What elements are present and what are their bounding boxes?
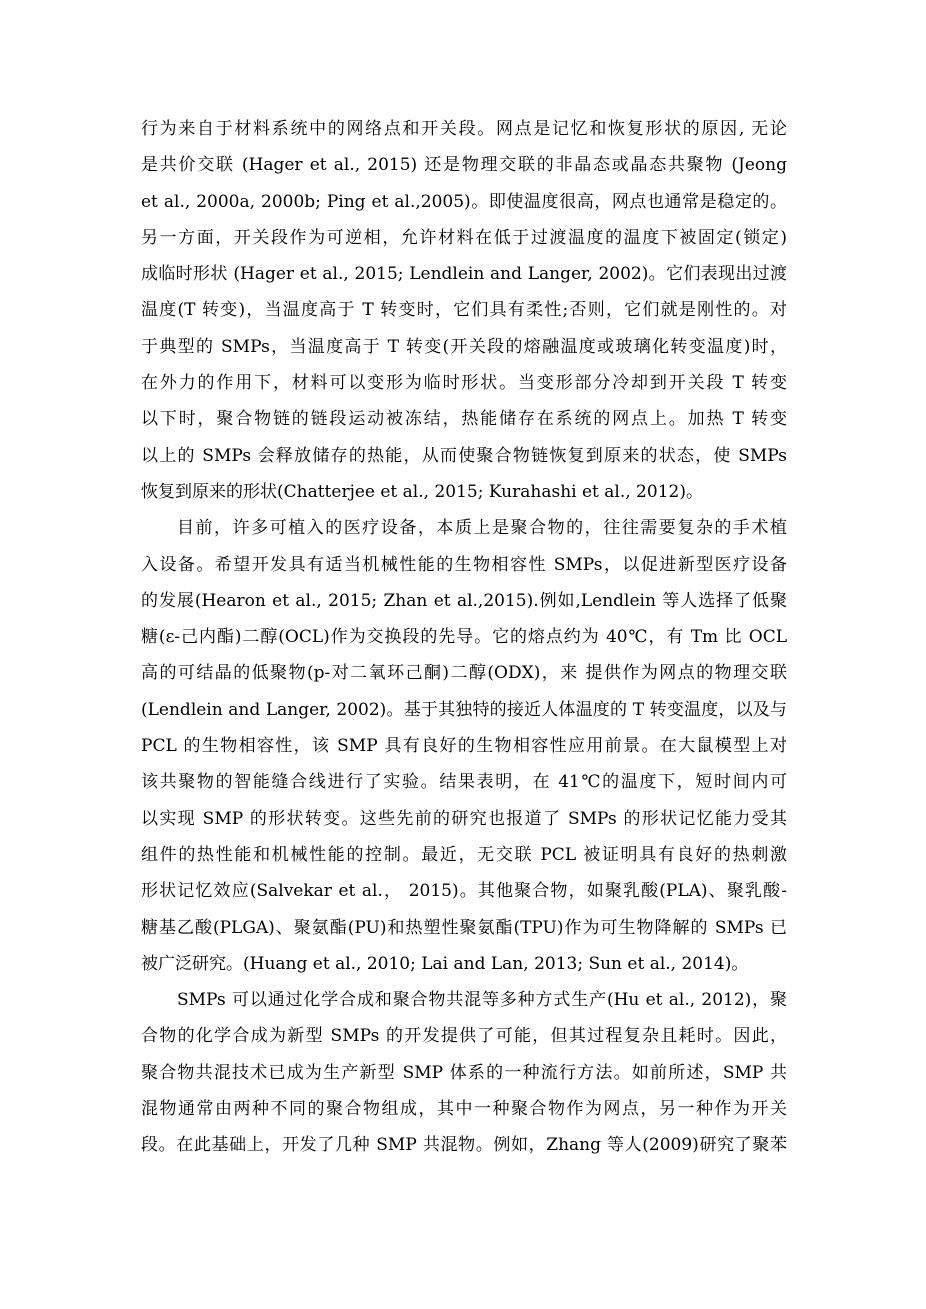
text-line: 被广泛研究。(Huang et al., 2010; Lai and Lan, 2013; Sun et al., 2014)。 xyxy=(141,953,749,974)
text-line: 的发展(Hearon et al., 2015; Zhan et al.,2015).例如,Lendlein 等人选择了低聚 xyxy=(141,590,787,611)
text-line: 糖(ε-己内酯)二醇(OCL)作为交换段的先导。它的熔点约为 40℃，有 Tm 比 OCL xyxy=(141,627,787,648)
text-line: 以实现 SMP 的形状转变。这些先前的研究也报道了 SMPs 的形状记忆能力受其 xyxy=(141,808,787,829)
text-line: 恢复到原来的形状(Chatterjee et al., 2015; Kurahashi et al., 2012)。 xyxy=(141,481,703,502)
text-line: 以下时，聚合物链的链段运动被冻结，热能储存在系统的网点上。加热 T 转变 xyxy=(141,409,787,430)
text-line: 以上的 SMPs 会释放储存的热能，从而使聚合物链恢复到原来的状态，使 SMPs xyxy=(141,445,787,466)
text-line: 温度(T 转变)，当温度高于 T 转变时，它们具有柔性;否则，它们就是刚性的。对 xyxy=(141,300,787,321)
text-line: 组件的热性能和机械性能的控制。最近，无交联 PCL 被证明具有良好的热刺激 xyxy=(141,844,787,865)
text-line: 混物通常由两种不同的聚合物组成，其中一种聚合物作为网点，另一种作为开关 xyxy=(141,1099,787,1120)
text-line: 段。在此基础上，开发了几种 SMP 共混物。例如，Zhang 等人(2009)研究了聚苯 xyxy=(141,1135,787,1156)
text-line: 另一方面，开关段作为可逆相，允许材料在低于过渡温度的温度下被固定(锁定) xyxy=(141,227,787,248)
text-line: 形状记忆效应(Salvekar et al.， 2015)。其他聚合物，如聚乳酸(PLA)、聚乳酸- xyxy=(141,881,787,902)
text-line: 成临时形状 (Hager et al., 2015; Lendlein and Langer, 2002)。它们表现出过渡 xyxy=(141,264,787,285)
text-line: 高的可结晶的低聚物(p-对二氧环己酮)二醇(ODX)，来 提供作为网点的物理交联 xyxy=(141,663,787,684)
text-line: SMPs 可以通过化学合成和聚合物共混等多种方式生产(Hu et al., 2012)，聚 xyxy=(177,990,787,1011)
text-line: 在外力的作用下，材料可以变形为临时形状。当变形部分冷却到开关段 T 转变 xyxy=(141,373,787,394)
text-line: 于典型的 SMPs，当温度高于 T 转变(开关段的熔融温度或玻璃化转变温度)时， xyxy=(141,336,787,357)
body-text xyxy=(141,111,787,1164)
text-line: PCL 的生物相容性，该 SMP 具有良好的生物相容性应用前景。在大鼠模型上对 xyxy=(141,736,787,757)
text-line: et al., 2000a, 2000b; Ping et al.,2005)。即使温度很高，网点也通常是稳定的。 xyxy=(141,191,787,212)
text-line: 聚合物共混技术已成为生产新型 SMP 体系的一种流行方法。如前所述，SMP 共 xyxy=(141,1062,787,1083)
text-line: (Lendlein and Langer, 2002)。基于其独特的接近人体温度的 T 转变温度，以及与 xyxy=(141,699,787,720)
text-line: 糖基乙酸(PLGA)、聚氨酯(PU)和热塑性聚氨酯(TPU)作为可生物降解的 SMPs 已 xyxy=(141,917,787,938)
paragraph xyxy=(141,510,787,982)
text-line: 目前，许多可植入的医疗设备，本质上是聚合物的，往往需要复杂的手术植 xyxy=(177,518,787,539)
text-line: 该共聚物的智能缝合线进行了实验。结果表明，在 41℃的温度下，短时间内可 xyxy=(141,772,787,793)
paragraph xyxy=(141,982,787,1163)
text-line: 是共价交联 (Hager et al., 2015) 还是物理交联的非晶态或晶态共聚物 (Jeong xyxy=(141,155,787,176)
paragraph xyxy=(141,111,787,510)
text-line: 合物的化学合成为新型 SMPs 的开发提供了可能，但其过程复杂且耗时。因此， xyxy=(141,1026,787,1047)
text-line: 入设备。希望开发具有适当机械性能的生物相容性 SMPs，以促进新型医疗设备 xyxy=(141,554,787,575)
text-line: 行为来自于材料系统中的网络点和开关段。网点是记忆和恢复形状的原因, 无论 xyxy=(141,119,787,139)
